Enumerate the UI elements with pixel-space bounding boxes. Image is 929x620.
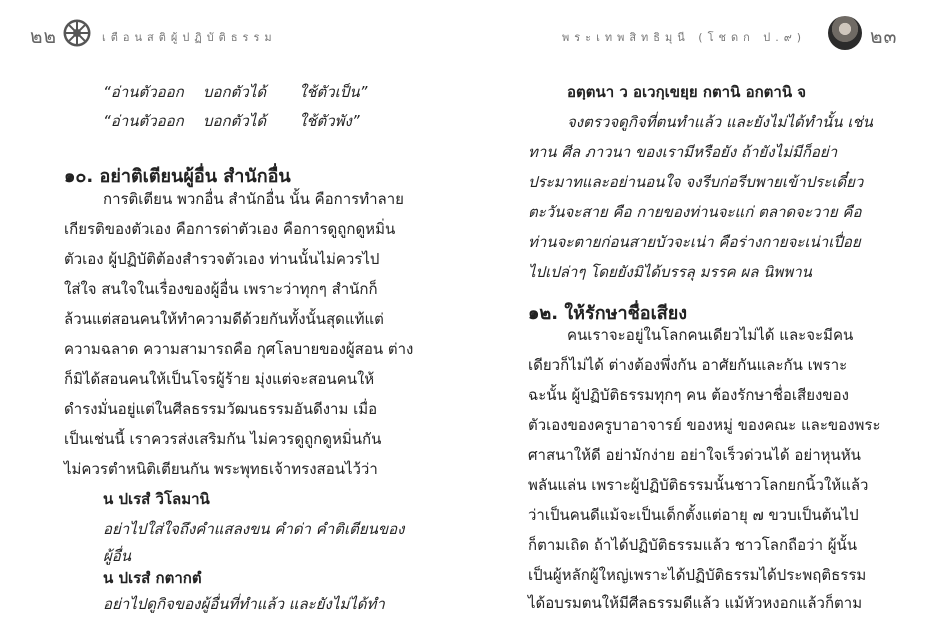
translation-line: ตะวันจะสาย คือ กายของท่านจะแก่ ตลาดจะวาย คือ	[528, 203, 862, 221]
paragraph-line: เดียวก็ไม่ได้ ต่างต้องพึ่งกัน อาศัยกันและกัน เพราะ	[528, 356, 848, 374]
pali-verse: น ปเรสํ กตากตํ	[103, 569, 202, 587]
paragraph-line: ไม่ควรตำหนิติเตียนกัน พระพุทธเจ้าทรงสอนไว้ว่า	[64, 460, 378, 478]
translation-line: จงตรวจดูกิจที่ตนทำแล้ว และยังไม่ได้ทำนั้น เช่น	[567, 113, 873, 131]
translation-line: ท่านจะตายก่อนสายบัวจะเน่า คือร่างกายจะเน่าเปื่อย	[528, 233, 861, 251]
quote-cell: ใช้ตัวพัง”	[299, 112, 360, 130]
paragraph-line: พลันแล่น เพราะผู้ปฏิบัติธรรมนั้นชาวโลกยกนิ้วให้แล้ว	[528, 476, 869, 494]
section-heading: ๑๒. ให้รักษาชื่อเสียง	[528, 303, 688, 324]
left-page-header	[0, 14, 464, 54]
paragraph-line: ฉะนั้น ผู้ปฏิบัติธรรมทุกๆ คน ต้องรักษาชื่อเสียงของ	[528, 386, 849, 404]
page-number: ๒๓	[870, 26, 898, 48]
quote-row	[103, 77, 367, 107]
running-header-title: พระเทพสิทธิมุนี (โชดก ป.๙)	[562, 31, 807, 44]
quote-cell: “อ่านตัวออก	[103, 83, 184, 101]
page-number: ๒๒	[30, 26, 58, 48]
paragraph-line: คนเราจะอยู่ในโลกคนเดียวไม่ได้ และจะมีคน	[567, 326, 854, 344]
paragraph-line: ก็มิได้สอนคนให้เป็นโจรผู้ร้าย มุ่งแต่จะสอนคนให้	[64, 370, 375, 388]
paragraph-line: ใส่ใจ สนใจในเรื่องของผู้อื่น เพราะว่าทุกๆ สำนักก็	[64, 280, 378, 298]
pali-verse: น ปเรสํ วิโลมานิ	[103, 490, 210, 508]
paragraph-line: เป็นผู้หลักผู้ใหญ่เพราะได้ปฏิบัติธรรมได้ประพฤติธรรม	[528, 566, 867, 584]
paragraph-line: ก็ตามเถิด ถ้าได้ปฏิบัติธรรมแล้ว ชาวโลกถือว่า ผู้นั้น	[528, 536, 858, 554]
translation-line: ไปเปล่าๆ โดยยังมิได้บรรลุ มรรค ผล นิพพาน	[528, 263, 812, 281]
translation-line: อย่าไปใส่ใจถึงคำแสลงขน คำด่า คำติเตียนของ	[103, 520, 405, 538]
paragraph-line: ความฉลาด ความสามารถคือ กุศโลบายของผู้สอน ต่าง	[64, 340, 414, 358]
paragraph-line: ว่าเป็นคนดีแม้จะเป็นเด็กตั้งแต่อายุ ๗ ขวบเป็นต้นไป	[528, 506, 859, 524]
quote-cell: บอกตัวได้	[203, 83, 267, 101]
paragraph-line: ได้อบรมตนให้มีศีลธรรมดีแล้ว แม้หัวหงอกแล้วก็ตาม	[528, 594, 863, 612]
paragraph-line: ล้วนแต่สอนคนให้ทำความดีด้วยกันทั้งนั้นสุดแท้แต่	[64, 310, 384, 328]
translation-line: อย่าไปดูกิจของผู้อื่นที่ทำแล้ว และยังไม่ได้ทำ	[103, 595, 385, 613]
running-header-title: เตือนสติผู้ปฏิบัติธรรม	[102, 31, 277, 44]
paragraph-line: ศาสนาให้ดี อย่ามักง่าย อย่าใจเร็วด่วนได้ อย่าหุนหัน	[528, 446, 861, 464]
section-heading: ๑๐. อย่าติเตียนผู้อื่น สำนักอื่น	[64, 166, 291, 187]
monk-portrait	[828, 16, 862, 50]
right-page	[465, 0, 929, 620]
dharma-wheel-icon	[62, 18, 92, 48]
paragraph-line: การติเตียน พวกอื่น สำนักอื่น นั้น คือการทำลาย	[103, 190, 404, 208]
right-page-header	[465, 14, 929, 54]
translation-line: ประมาทและอย่านอนใจ จงรีบก่อรีบพายเข้าประเดี๋ยว	[528, 173, 864, 191]
quote-cell: ใช้ตัวเป็น”	[299, 83, 368, 101]
paragraph-line: ตัวเอง ผู้ปฏิบัติต้องสำรวจตัวเอง ท่านนั้นไม่ควรไป	[64, 250, 380, 268]
translation-line: ผู้อื่น	[103, 547, 132, 565]
quote-cell: บอกตัวได้	[203, 112, 267, 130]
paragraph-line: เป็นเช่นนี้ เราควรส่งเสริมกัน ไม่ควรดูถูกดูหมิ่นกัน	[64, 430, 382, 448]
pali-verse: อตฺตนา ว อเวกฺเขยฺย กตานิ อกตานิ จ	[567, 83, 807, 101]
quote-row	[103, 106, 360, 136]
quote-cell: “อ่านตัวออก	[103, 112, 184, 130]
paragraph-line: ตัวเองของครูบาอาจารย์ ของหมู่ ของคณะ และของพระ	[528, 416, 881, 434]
left-page	[0, 0, 464, 620]
paragraph-line: เกียรติของตัวเอง คือการด่าตัวเอง คือการดูถูกดูหมิ่น	[64, 220, 396, 238]
paragraph-line: ดำรงมั่นอยู่แต่ในศีลธรรมวัฒนธรรมอันดีงาม เมื่อ	[64, 400, 378, 418]
translation-line: ทาน ศีล ภาวนา ของเรามีหรือยัง ถ้ายังไม่มีก็อย่า	[528, 143, 838, 161]
